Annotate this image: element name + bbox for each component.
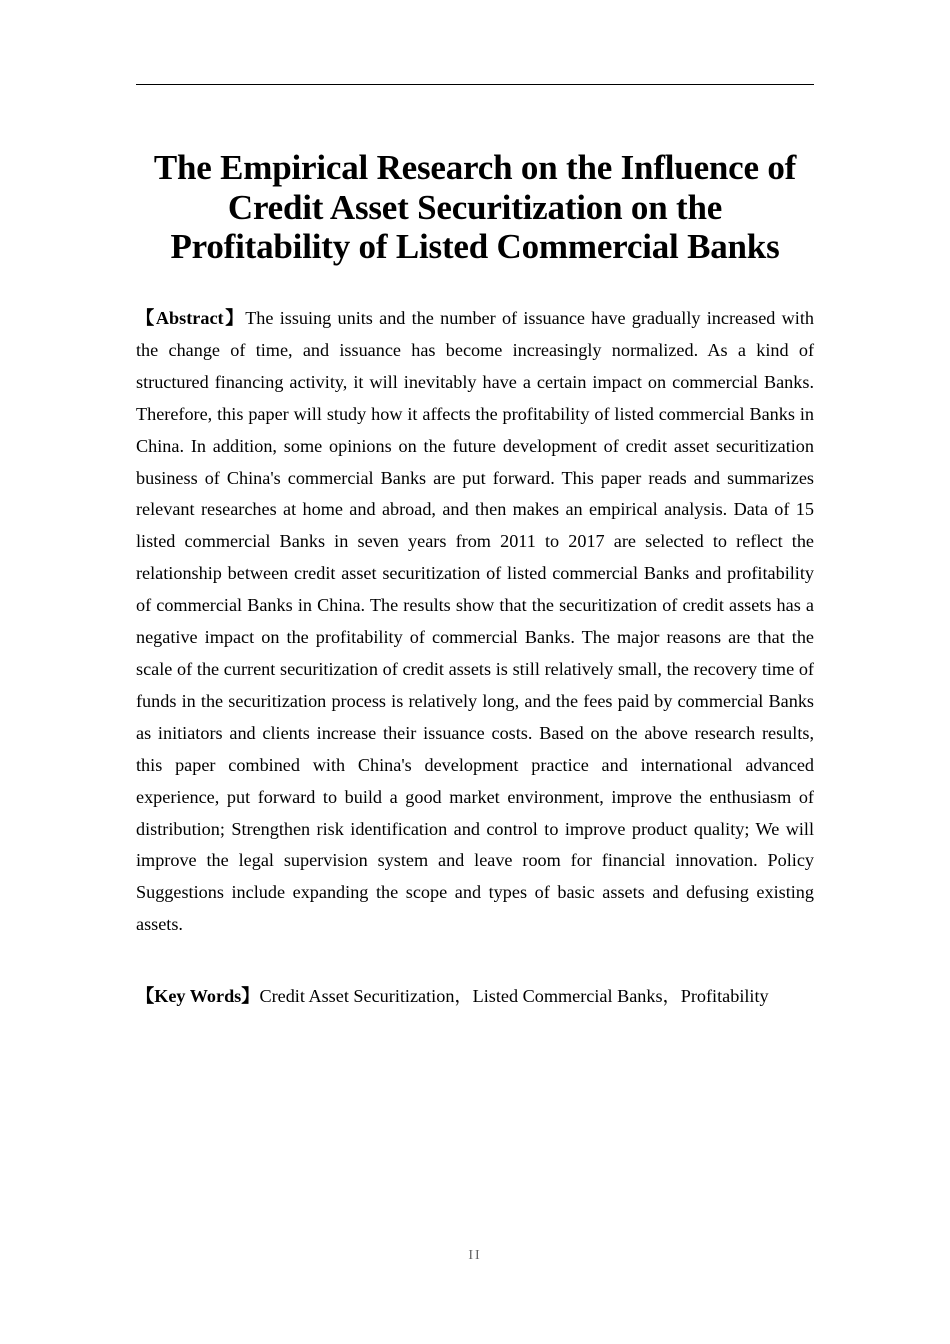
- abstract-label: 【Abstract】: [136, 308, 246, 328]
- paper-title: The Empirical Research on the Influence of Credit Asset Securitization on the Profitability of Listed Commercial Banks: [153, 148, 797, 266]
- page-number: II: [468, 1248, 482, 1263]
- abstract-paragraph: [136, 303, 814, 941]
- keywords-text: Credit Asset Securitization，Listed Commercial Banks，Profitability: [259, 986, 769, 1006]
- header-rule: [136, 84, 814, 85]
- keywords-paragraph: [136, 981, 814, 1013]
- abstract-text: The issuing units and the number of issuance have gradually increased with the change of time, and issuance has become increasingly normalized. As a kind of structured financing activity, it will inevitably have a certain impact on commercial Banks. Therefore, this paper will study how it affects the profitability of listed commercial Banks in China. In addition, some opinions on the future development of credit asset securitization business of China's commercial Banks are put forward. This paper reads and summarizes relevant researches at home and abroad, and then makes an empirical analysis. Data of 15 listed commercial Banks in seven years from 2011 to 2017 are selected to reflect the relationship between credit asset securitization of listed commercial Banks and profitability of commercial Banks in China. The results show that the securitization of credit assets has a negative impact on the profitability of commercial Banks. The major reasons are that the scale of the current securitization of credit assets is still relatively small, the recovery time of funds in the securitization process is relatively long, and the fees paid by commercial Banks as initiators and clients increase their issuance costs. Based on the above research results, this paper combined with China's development practice and international advanced experience, put forward to build a good market environment, improve the enthusiasm of distribution; Strengthen risk identification and control to improve product quality; We will improve the legal supervision system and leave room for financial innovation. Policy Suggestions include expanding the scope and types of basic assets and defusing existing assets.: [136, 308, 814, 935]
- keywords-label: 【Key Words】: [136, 986, 260, 1006]
